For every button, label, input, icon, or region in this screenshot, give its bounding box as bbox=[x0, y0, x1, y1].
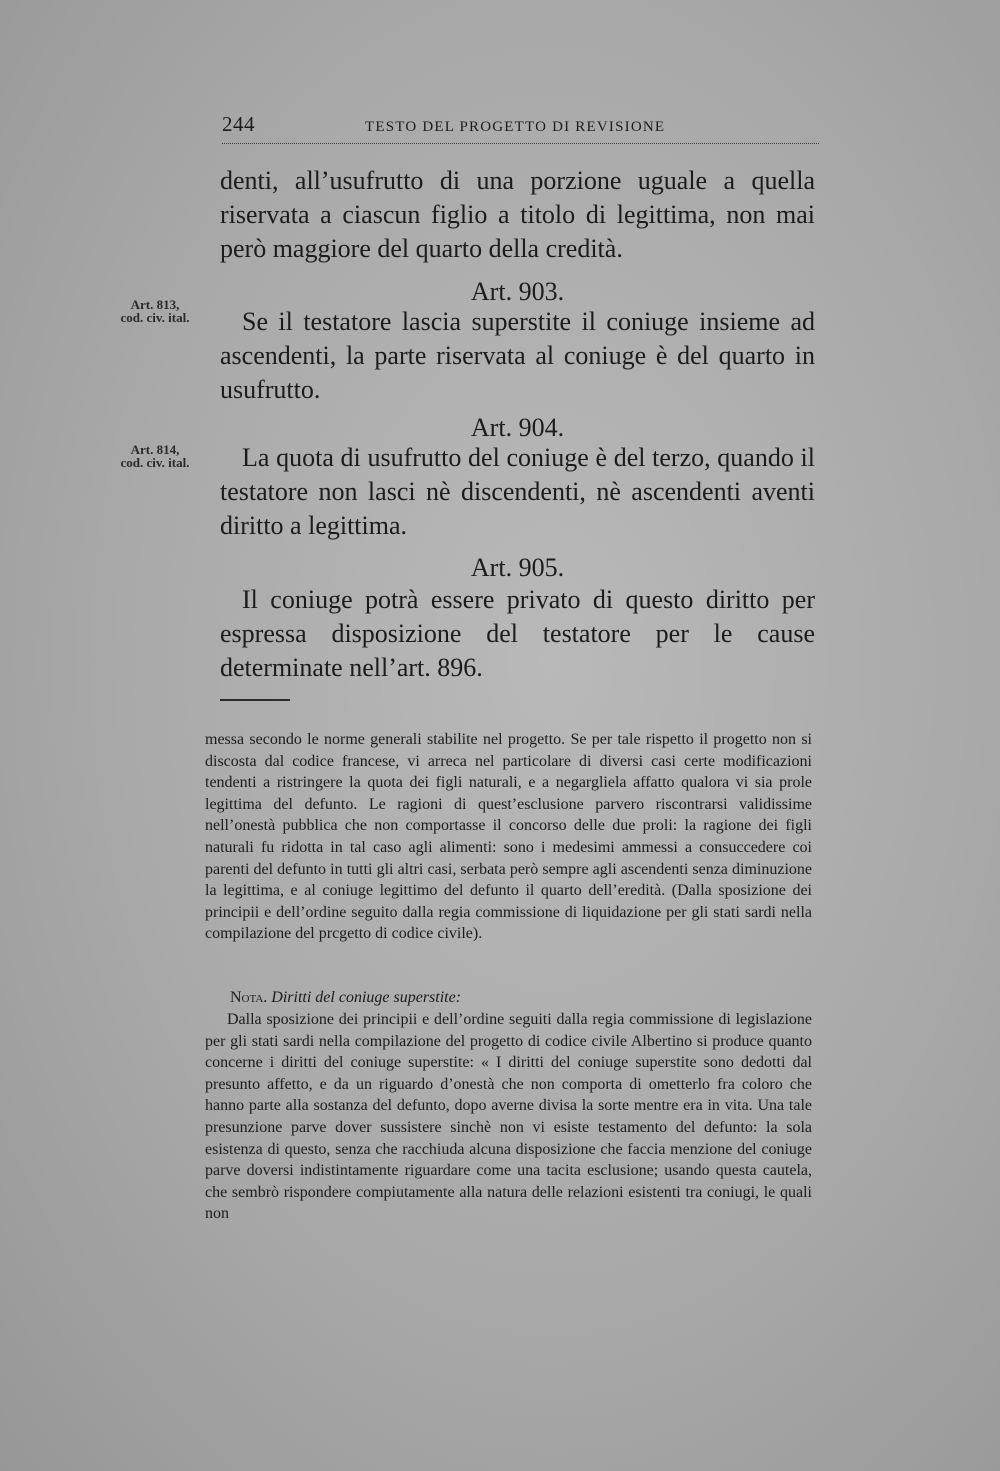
article-903-margin-note bbox=[100, 298, 210, 324]
running-title: TESTO DEL PROGETTO DI REVISIONE bbox=[365, 119, 666, 135]
article-904-heading: Art. 904. bbox=[470, 413, 565, 442]
page-header bbox=[222, 112, 819, 146]
article-903-text: Se il testatore lascia superstite il coniuge insieme ad ascendenti, la parte riservata al coniuge è del quarto in usufrutto. bbox=[220, 307, 815, 404]
margin-note-line: cod. civ. ital. bbox=[120, 310, 190, 325]
article-905-text: Il coniuge potrà essere privato di questo diritto per espressa disposizione del testatore per le cause determinate nell’art. 896. bbox=[220, 585, 815, 682]
header-rule bbox=[222, 143, 819, 144]
nota-heading bbox=[230, 987, 461, 1009]
footnote-separator bbox=[220, 699, 290, 701]
article-904-margin-note bbox=[100, 443, 210, 469]
nota-title: Diritti del coniuge superstite: bbox=[271, 989, 462, 1006]
article-903-heading: Art. 903. bbox=[470, 277, 565, 306]
nota-label: Nota. bbox=[230, 989, 268, 1006]
article-904-text: La quota di usufrutto del coniuge è del terzo, quando il testatore non lasci nè discendenti, nè ascendenti aventi diritto a legittima. bbox=[220, 443, 815, 540]
footnote-paragraph: Dalla sposizione dei principii e dell’ordine seguiti dalla regia commissione di legislazione per gli stati sardi nella compilazione del progetto di codice civile Albertino si produce quanto concerne i diritti del coniuge superstite: « I diritti del coniuge superstite sono dedotti dal presunto affetto, e da un riguardo d’onestà che non comporta di ometterlo fra coloro che hanno parte alla sostanza del defunto, dopo averne divisa la sorte mentre era in vita. Una tale presunzione parve dover sussistere sinchè non vi esiste testamento del defunto: la sola esistenza di questo, senza che racchiuda alcuna disposizione che faccia menzione del coniuge parve doversi indistintamente riguardare come una tacita esclusione; usando questa cautela, che sembrò rispondere compiutamente alla natura delle relazioni esistenti tra coniugi, le quali non bbox=[205, 1011, 812, 1223]
article-905-heading: Art. 905. bbox=[470, 553, 565, 582]
continuation-paragraph: denti, all’usufrutto di una porzione uguale a quella riservata a ciascun figlio a titolo di legittima, non mai però maggiore del quarto della credità. bbox=[220, 166, 815, 263]
footnote-paragraph: messa secondo le norme generali stabilite nel progetto. Se per tale rispetto il progetto non si discosta dal codice francese, vi arreca nel particolare di diversi casi certe modificazioni tendenti a ristringere la quota dei figli naturali, e a negargliela affatto qualora vi sia prole legittima del defunto. Le ragioni di quest’esclusione parvero riscontrarsi validissime nell’onestà pubblica che non comportasse il concorso delle due proli: la ragione dei figli naturali fu ridotta in tal caso agli alimenti: sono i medesimi ammessi a consuccedere coi parenti del defunto in tutti gli altri casi, serbata però sempre agli ascendenti senza diminuzione la legittima, e al coniuge legittimo del defunto il quarto dell’eredità. (Dalla sposizione dei principii e dell’ordine seguito dalla regia commissione di liquidazione per gli stati sardi nella compilazione del prcgetto di codice civile). bbox=[205, 731, 812, 943]
margin-note-line: Art. 814, bbox=[130, 442, 180, 457]
page-number: 244 bbox=[222, 112, 255, 136]
margin-note-line: cod. civ. ital. bbox=[120, 455, 190, 470]
margin-note-line: Art. 813, bbox=[130, 297, 180, 312]
